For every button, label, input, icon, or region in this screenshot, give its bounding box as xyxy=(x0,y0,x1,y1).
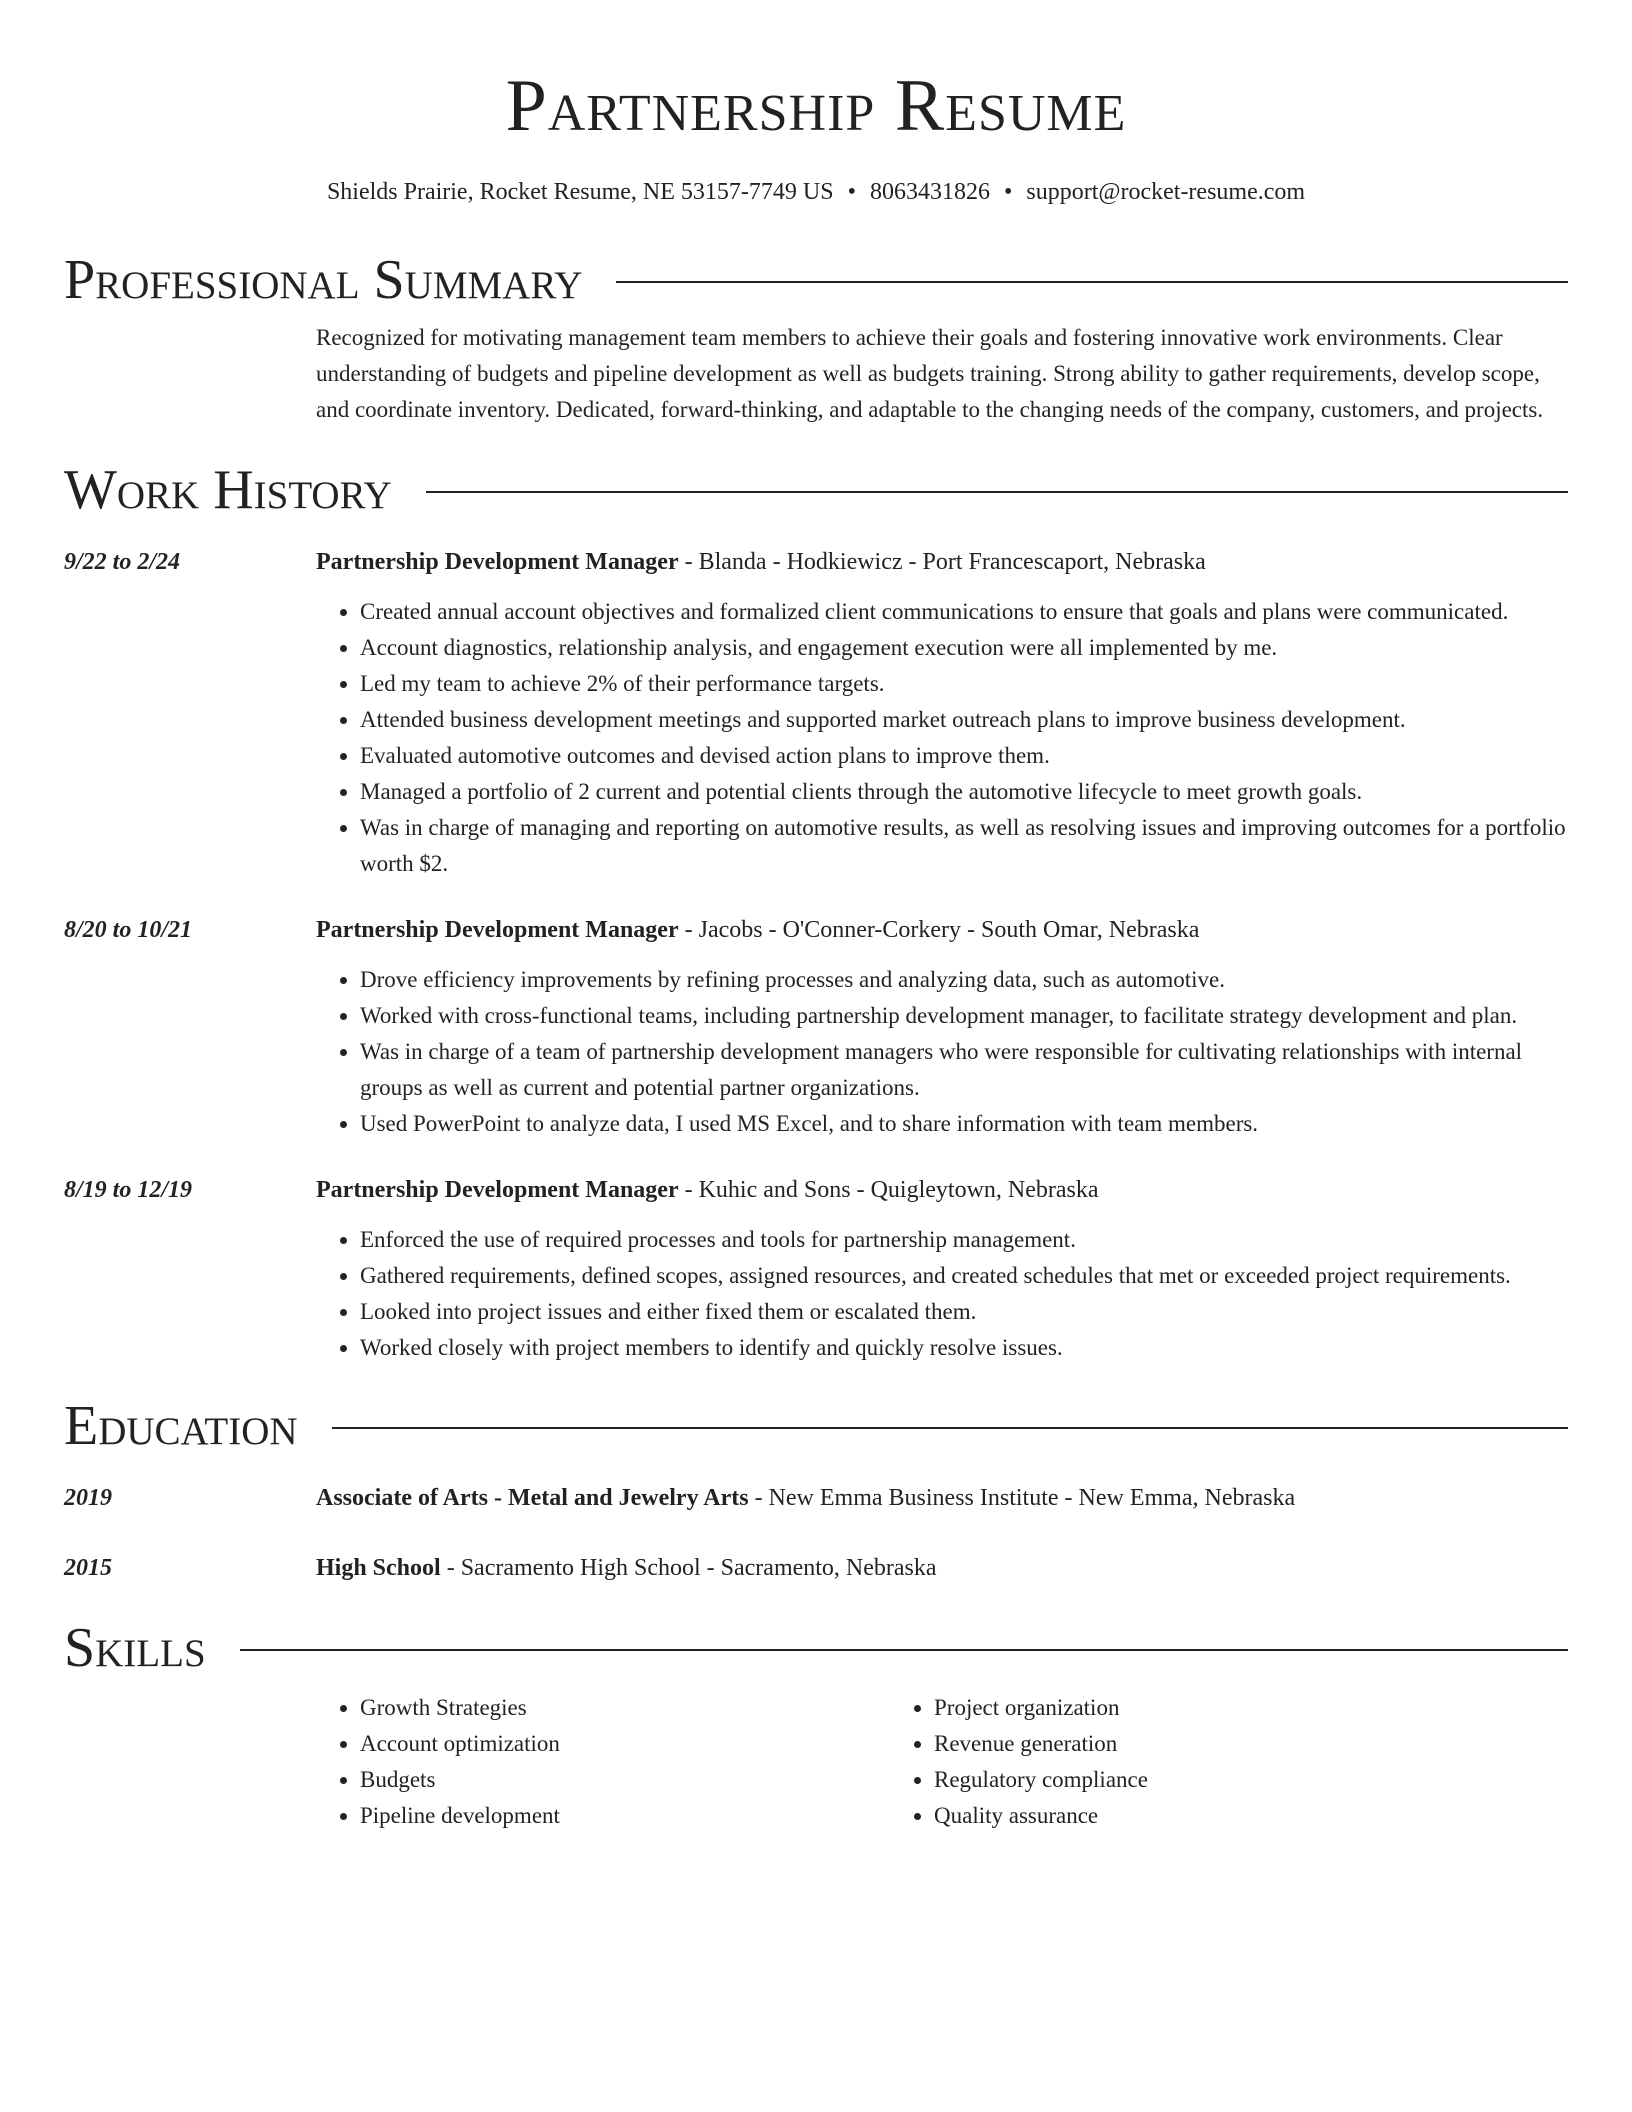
education-degree: Associate of Arts - Metal and Jewelry Arts xyxy=(316,1485,749,1511)
contact-separator: • xyxy=(847,179,856,205)
job-bullet: • Created annual account objectives and formalized client communications to ensure that goals and plans were communicated. xyxy=(360,594,1568,630)
skills-section xyxy=(64,1616,1568,1834)
job-title: Partnership Development Manager xyxy=(316,917,679,943)
work-history-title: Work History xyxy=(64,459,392,521)
resume-name: Partnership Resume xyxy=(505,65,1127,147)
job-entry xyxy=(64,544,1568,882)
job-heading xyxy=(316,544,1568,580)
job-title: Partnership Development Manager xyxy=(316,549,679,575)
education-section xyxy=(64,1394,1568,1586)
job-title: Partnership Development Manager xyxy=(316,1177,679,1203)
skill-item: • Budgets xyxy=(360,1762,890,1798)
skill-item: • Project organization xyxy=(934,1690,1148,1726)
skill-item: • Account optimization xyxy=(360,1726,890,1762)
job-entry xyxy=(64,1172,1568,1366)
job-entry xyxy=(64,912,1568,1142)
job-dates: 9/22 to 2/24 xyxy=(64,549,181,575)
job-heading xyxy=(316,912,1568,948)
education-year: 2015 xyxy=(64,1555,112,1581)
section-header xyxy=(64,458,1568,522)
job-bullets xyxy=(316,1222,1568,1366)
skill-item: • Growth Strategies xyxy=(360,1690,890,1726)
education-heading xyxy=(316,1550,937,1586)
contact-email: support@rocket-resume.com xyxy=(1026,179,1306,205)
education-entry xyxy=(64,1480,1568,1516)
summary-text: Recognized for motivating management team members to achieve their goals and fostering innovative work environments. Clear understanding of budgets and pipeline development as well as budgets training. Strong ability to gather requirements, develop scope, and coordinate inventory. Dedicated, forward-thinking, and adaptable to the changing needs of the company, customers, and projects. xyxy=(316,325,1544,422)
job-bullet: • Gathered requirements, defined scopes, assigned resources, and created schedules that met or exceeded project requirements. xyxy=(360,1258,1568,1294)
job-bullet: • Looked into project issues and either fixed them or escalated them. xyxy=(360,1294,1568,1330)
contact-address: Shields Prairie, Rocket Resume, NE 53157-7749 US xyxy=(326,179,834,205)
education-title: Education xyxy=(64,1395,298,1457)
work-history-section xyxy=(64,458,1568,1366)
education-school: - New Emma Business Institute - New Emma, Nebraska xyxy=(748,1485,1296,1511)
summary-section xyxy=(64,248,1568,428)
job-heading xyxy=(316,1172,1568,1208)
skill-item: • Regulatory compliance xyxy=(934,1762,1148,1798)
education-entry xyxy=(64,1550,1568,1586)
job-bullet: • Enforced the use of required processes and tools for partnership management. xyxy=(360,1222,1568,1258)
contact-phone: 8063431826 xyxy=(869,179,990,205)
education-year: 2019 xyxy=(64,1485,112,1511)
skills-title: Skills xyxy=(64,1617,206,1679)
summary-title: Professional Summary xyxy=(64,249,583,311)
section-divider xyxy=(426,491,1568,493)
job-company: - Kuhic and Sons - Quigleytown, Nebraska xyxy=(678,1177,1099,1203)
section-divider xyxy=(332,1427,1568,1429)
section-divider xyxy=(240,1649,1568,1651)
job-bullet: • Evaluated automotive outcomes and devised action plans to improve them. xyxy=(360,738,1568,774)
job-bullet: • Was in charge of a team of partnership development managers who were responsible for cultivating relationships with internal groups as well as current and potential partner organizations. xyxy=(360,1034,1568,1106)
education-heading xyxy=(316,1480,1295,1516)
skill-item: • Quality assurance xyxy=(934,1798,1148,1834)
job-bullet: • Attended business development meetings and supported market outreach plans to improve business development. xyxy=(360,702,1568,738)
job-company: - Blanda - Hodkiewicz - Port Francescaport, Nebraska xyxy=(678,549,1206,575)
section-header xyxy=(64,1394,1568,1458)
section-header xyxy=(64,248,1568,312)
job-bullet: • Managed a portfolio of 2 current and potential clients through the automotive lifecycle to meet growth goals. xyxy=(360,774,1568,810)
job-dates: 8/20 to 10/21 xyxy=(64,917,193,943)
skills-column-left xyxy=(316,1690,890,1834)
job-bullet: • Account diagnostics, relationship analysis, and engagement execution were all implemented by me. xyxy=(360,630,1568,666)
section-divider xyxy=(616,281,1568,283)
job-body xyxy=(316,544,1568,882)
job-bullet: • Used PowerPoint to analyze data, I used MS Excel, and to share information with team members. xyxy=(360,1106,1568,1142)
skill-item: • Pipeline development xyxy=(360,1798,890,1834)
skills-column-right xyxy=(890,1690,1148,1834)
skill-item: • Revenue generation xyxy=(934,1726,1148,1762)
education-degree: High School xyxy=(316,1555,441,1581)
education-school: - Sacramento High School - Sacramento, Nebraska xyxy=(440,1555,937,1581)
job-body xyxy=(316,912,1568,1142)
job-bullet: • Led my team to achieve 2% of their performance targets. xyxy=(360,666,1568,702)
section-header xyxy=(64,1616,1568,1680)
job-bullet: • Worked with cross-functional teams, including partnership development manager, to facilitate strategy development and plan. xyxy=(360,998,1568,1034)
job-bullet: • Was in charge of managing and reporting on automotive results, as well as resolving issues and improving outcomes for a portfolio worth $2. xyxy=(360,810,1568,882)
job-company: - Jacobs - O'Conner-Corkery - South Omar, Nebraska xyxy=(678,917,1200,943)
skills-list xyxy=(316,1690,1568,1834)
job-dates: 8/19 to 12/19 xyxy=(64,1177,193,1203)
contact-line xyxy=(64,176,1568,208)
job-bullets xyxy=(316,962,1568,1142)
job-bullet: • Worked closely with project members to identify and quickly resolve issues. xyxy=(360,1330,1568,1366)
contact-separator: • xyxy=(1003,179,1013,205)
job-bullet: • Drove efficiency improvements by refining processes and analyzing data, such as automotive. xyxy=(360,962,1568,998)
job-body xyxy=(316,1172,1568,1366)
job-bullets xyxy=(316,594,1568,882)
